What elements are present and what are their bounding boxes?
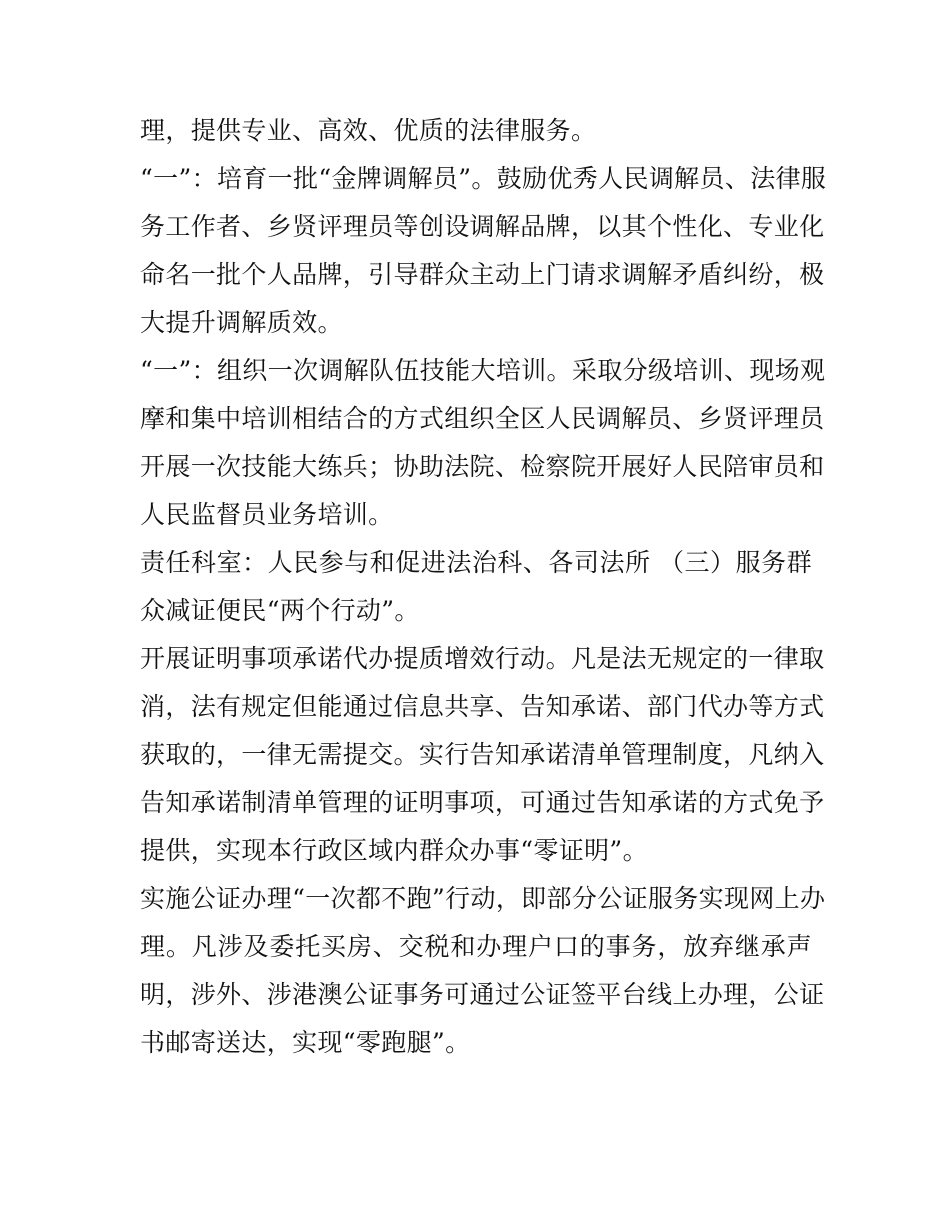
text-line: 开展一次技能大练兵；协助法院、检察院开展好人民陪审员和 [140, 452, 825, 481]
paragraph-2 [140, 155, 827, 347]
paragraph-5 [140, 635, 825, 875]
text-line: 务工作者、乡贤评理员等创设调解品牌，以其个性化、专业化 [140, 212, 825, 241]
text-line: 理。凡涉及委托买房、交税和办理户口的事务，放弃继承声 [140, 932, 812, 961]
text-line: “一”：培育一批“金牌调解员”。鼓励优秀人民调解员、法律服 [140, 164, 827, 193]
text-line: 告知承诺制清单管理的证明事项，可通过告知承诺的方式免予 [140, 788, 825, 817]
text-line: 提供，实现本行政区域内群众办事“零证明”。 [140, 836, 648, 865]
text-line: 明，涉外、涉港澳公证事务可通过公证签平台线上办理，公证 [140, 980, 825, 1009]
paragraph-3 [140, 347, 826, 539]
document-body [140, 107, 827, 1067]
text-line: 大提升调解质效。 [140, 308, 343, 337]
text-line: “一”：组织一次调解队伍技能大培训。采取分级培训、现场观 [140, 356, 826, 385]
text-line: 摩和集中培训相结合的方式组织全区人民调解员、乡贤评理员 [140, 404, 825, 433]
text-line: 书邮寄送达，实现“零跑腿”。 [140, 1028, 471, 1057]
text-line: 理，提供专业、高效、优质的法律服务。 [140, 116, 597, 145]
paragraph-1 [140, 107, 812, 155]
text-line: 实施公证办理“一次都不跑”行动，即部分公证服务实现网上办 [140, 884, 826, 913]
text-line: 众减证便民“两个行动”。 [140, 596, 420, 625]
text-line: 责任科室：人民参与和促进法治科、各司法所 （三）服务群 [140, 548, 812, 577]
text-line: 获取的，一律无需提交。实行告知承诺清单管理制度，凡纳入 [140, 740, 825, 769]
text-line: 命名一批个人品牌，引导群众主动上门请求调解矛盾纠纷，极 [140, 260, 825, 289]
paragraph-4 [140, 539, 812, 635]
paragraph-6 [140, 875, 826, 1067]
text-line: 开展证明事项承诺代办提质增效行动。凡是法无规定的一律取 [140, 644, 825, 673]
text-line: 人民监督员业务培训。 [140, 500, 394, 529]
text-line: 消，法有规定但能通过信息共享、告知承诺、部门代办等方式 [140, 692, 825, 721]
